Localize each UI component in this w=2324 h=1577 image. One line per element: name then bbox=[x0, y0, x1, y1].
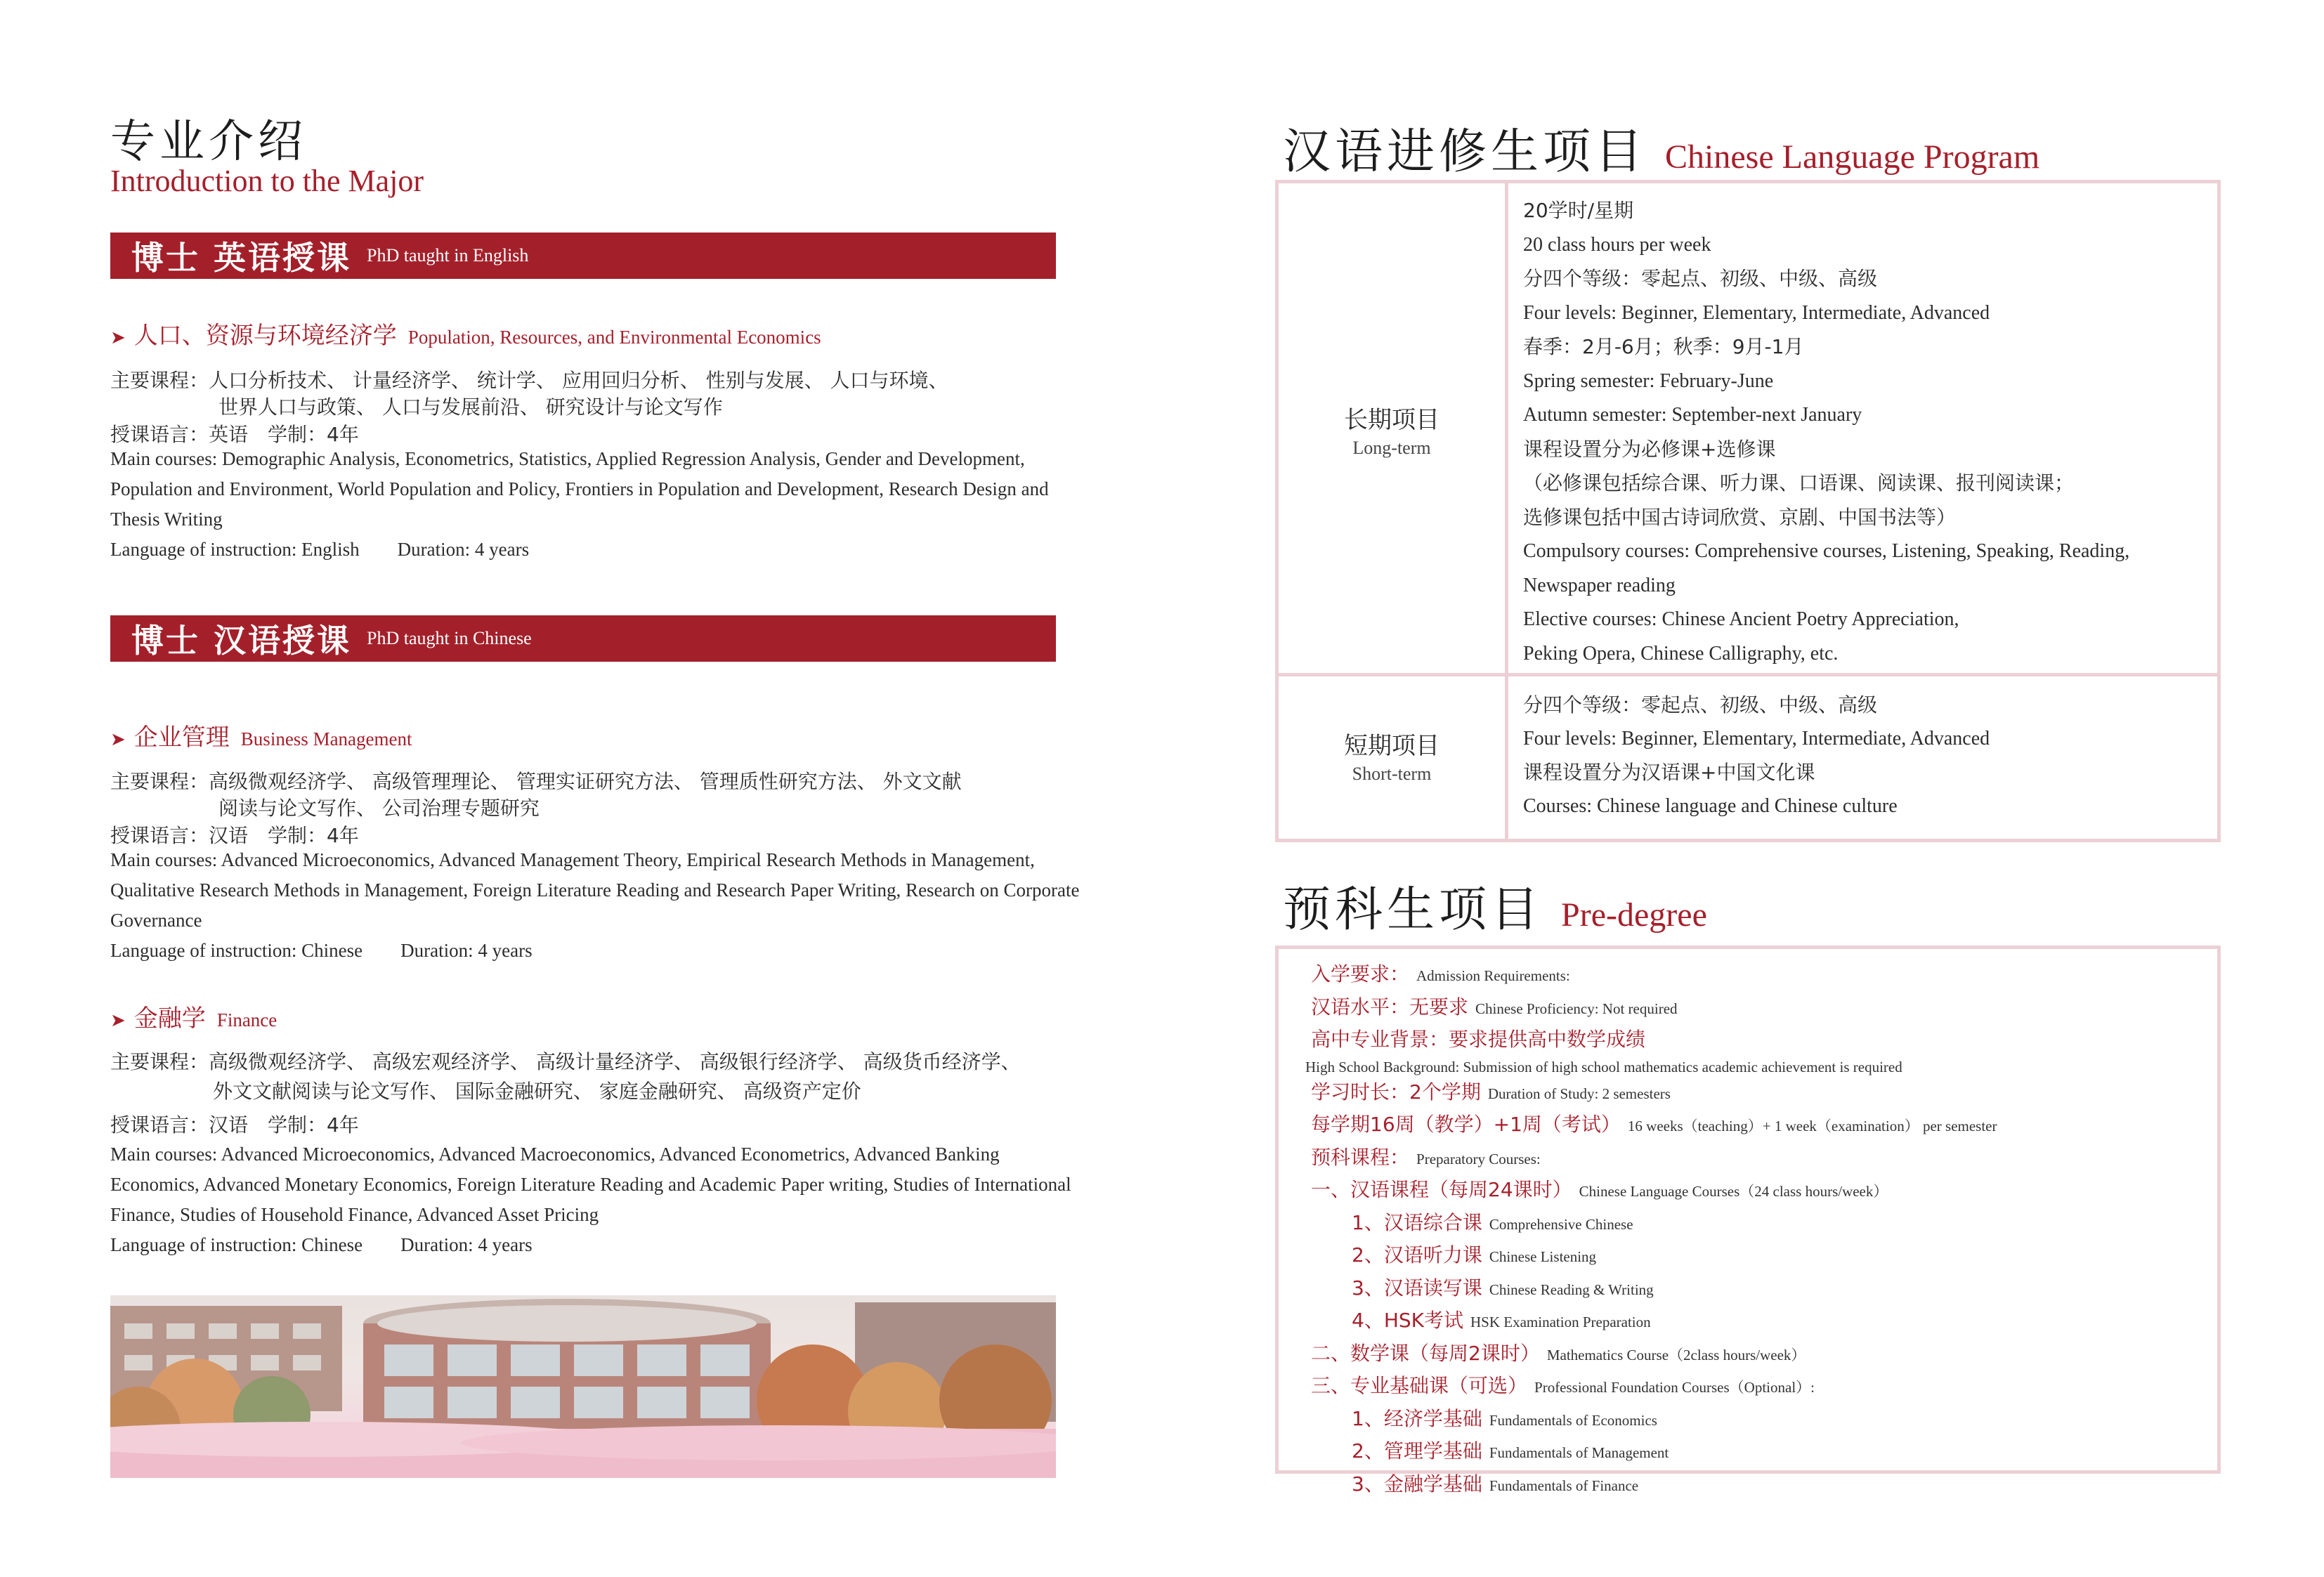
detail-line: Newspaper reading bbox=[1523, 574, 1676, 596]
detail-line: （必修课包括综合课、听力课、口语课、阅读课、报刊阅读课； bbox=[1523, 471, 2075, 495]
detail-line: 分四个等级：零起点、初级、中级、高级 bbox=[1523, 267, 1878, 290]
predegree-line bbox=[1311, 1078, 1997, 1111]
detail-line: 课程设置分为必修课+选修课 bbox=[1523, 437, 1776, 461]
detail-line: Elective courses: Chinese Ancient Poetry Appreciation, bbox=[1523, 608, 1959, 630]
main-courses-en: Main courses: Advanced Microeconomics, Advanced Management Theory, Empirical Research Methods in Management, Qualitative Research Methods in Management, Foreign Literature Reading and Research Paper Writing, Research on Corporate Governance bbox=[110, 849, 1080, 931]
line-en: Duration of Study: 2 semesters bbox=[1487, 1085, 1671, 1102]
line-en: Fundamentals of Finance bbox=[1489, 1477, 1639, 1494]
long-term-label bbox=[1279, 400, 1505, 459]
courses-list-cont: 外文文献阅读与论文写作、 国际金融研究、 家庭金融研究、 高级资产定价 bbox=[213, 1080, 861, 1103]
line-cn: 1、经济学基础 bbox=[1352, 1406, 1482, 1430]
line-cn: 4、HSK考试 bbox=[1352, 1309, 1464, 1332]
courses-line bbox=[110, 766, 962, 794]
line-cn: 预科课程： bbox=[1311, 1145, 1410, 1169]
label-en: Long-term bbox=[1352, 438, 1431, 458]
line-cn: 每学期16周（教学）+1周（考试） bbox=[1311, 1113, 1621, 1136]
major-name-en: Business Management bbox=[240, 728, 412, 750]
phd-chinese-banner bbox=[110, 615, 1056, 662]
short-term-label bbox=[1279, 726, 1505, 785]
courses-label: 主要课程： bbox=[110, 1050, 209, 1073]
phd-english-banner bbox=[110, 233, 1056, 279]
detail-line: Autumn semester: September-next January bbox=[1523, 404, 1862, 426]
short-term-details bbox=[1523, 688, 1990, 823]
courses-list: 人口分析技术、 计量经济学、 统计学、 应用回归分析、 性别与发展、 人口与环境、 bbox=[209, 369, 948, 392]
predegree-title-en: Pre-degree bbox=[1561, 896, 1707, 934]
line-en: 16 weeks（teaching）+ 1 week（examination） per semester bbox=[1627, 1118, 1997, 1134]
predegree-line bbox=[1311, 1371, 1997, 1404]
detail-line: Spring semester: February-June bbox=[1523, 369, 1774, 392]
courses-label: 主要课程： bbox=[110, 369, 209, 392]
table-divider bbox=[1275, 673, 2221, 676]
line-en: Fundamentals of Economics bbox=[1489, 1411, 1657, 1429]
courses-list-cont: 世界人口与政策、 人口与发展前沿、 研究设计与论文写作 bbox=[218, 395, 723, 419]
instruction-en: Language of instruction: Chinese Duration: 4 years bbox=[110, 1234, 533, 1255]
predegree-line bbox=[1305, 1058, 1997, 1078]
clp-heading bbox=[1283, 114, 2039, 182]
courses-label: 主要课程： bbox=[110, 770, 209, 793]
line-cn: 一、汉语课程（每周24课时） bbox=[1311, 1178, 1572, 1201]
major-name-cn: 金融学 bbox=[133, 1005, 206, 1033]
major-heading-finance bbox=[110, 999, 277, 1033]
predegree-details bbox=[1305, 960, 1997, 1502]
courses-list: 高级微观经济学、 高级管理理论、 管理实证研究方法、 管理质性研究方法、 外文文献 bbox=[209, 770, 962, 793]
banner-title-cn: 博士 英语授课 bbox=[131, 239, 352, 277]
predegree-line bbox=[1311, 1404, 1997, 1437]
major-name-en: Finance bbox=[216, 1009, 278, 1030]
detail-line: 20学时/星期 bbox=[1523, 199, 1634, 222]
detail-line: 课程设置分为汉语课+中国文化课 bbox=[1523, 761, 1815, 784]
line-en: Admission Requirements: bbox=[1416, 967, 1570, 984]
line-en: Fundamentals of Management bbox=[1489, 1444, 1669, 1461]
line-cn: 1、汉语综合课 bbox=[1352, 1210, 1482, 1234]
line-cn: 三、专业基础课（可选） bbox=[1311, 1374, 1528, 1397]
predegree-title-cn: 预科生项目 bbox=[1283, 882, 1543, 938]
instruction-en: Language of instruction: Chinese Duration: 4 years bbox=[110, 940, 533, 961]
predegree-line bbox=[1311, 1241, 1997, 1274]
instruction-en: Language of instruction: English Duration: 4 years bbox=[110, 539, 530, 560]
major-heading-population bbox=[110, 316, 821, 351]
instruction-cn: 授课语言：英语 学制：4年 bbox=[110, 423, 359, 446]
major-name-cn: 人口、资源与环境经济学 bbox=[133, 322, 397, 350]
banner-title-en: PhD taught in English bbox=[367, 245, 529, 266]
main-courses-en: Main courses: Advanced Microeconomics, Advanced Macroeconomics, Advanced Econometrics, Advanced Banking Economics, Advanced Monetary Economics, Foreign Literature Reading and Academic Paper writing, Studies of International Finance, Studies of Household Finance, Advanced Asset Pricing bbox=[110, 1144, 1071, 1225]
long-term-details bbox=[1523, 194, 2129, 671]
campus-building-illustration bbox=[110, 1295, 1056, 1478]
predegree-line bbox=[1311, 1274, 1997, 1307]
predegree-line bbox=[1311, 993, 1997, 1026]
detail-line: Courses: Chinese language and Chinese culture bbox=[1523, 795, 1898, 817]
predegree-line bbox=[1311, 960, 1997, 993]
line-en: Comprehensive Chinese bbox=[1489, 1215, 1633, 1233]
banner-title-en: PhD taught in Chinese bbox=[367, 628, 532, 648]
line-cn: 入学要求： bbox=[1311, 962, 1410, 986]
line-en: HSK Examination Preparation bbox=[1470, 1314, 1651, 1330]
detail-line: 20 class hours per week bbox=[1523, 233, 1711, 256]
campus-photo bbox=[110, 1295, 1056, 1478]
line-en: Preparatory Courses: bbox=[1416, 1150, 1541, 1167]
courses-list: 高级微观经济学、 高级宏观经济学、 高级计量经济学、 高级银行经济学、 高级货币经济学、 bbox=[209, 1050, 1021, 1073]
detail-line: Four levels: Beginner, Elementary, Intermediate, Advanced bbox=[1523, 301, 1990, 324]
detail-line: Four levels: Beginner, Elementary, Intermediate, Advanced bbox=[1523, 728, 1990, 750]
page-subtitle: Introduction to the Major bbox=[110, 164, 424, 198]
predegree-line bbox=[1311, 1306, 1997, 1339]
chevron-right-icon: ➤ bbox=[110, 327, 126, 348]
clp-title-cn: 汉语进修生项目 bbox=[1283, 124, 1647, 180]
line-en: Chinese Proficiency: Not required bbox=[1475, 1000, 1678, 1017]
banner-title-cn: 博士 汉语授课 bbox=[131, 622, 352, 660]
major-name-cn: 企业管理 bbox=[133, 724, 230, 752]
detail-line: 选修课包括中国古诗词欣赏、京剧、中国书法等） bbox=[1523, 505, 1957, 529]
line-en: Chinese Language Courses（24 class hours/week） bbox=[1579, 1183, 1888, 1200]
clp-title-en: Chinese Language Program bbox=[1665, 138, 2040, 176]
predegree-line bbox=[1311, 1339, 1997, 1372]
line-cn: 2、汉语听力课 bbox=[1352, 1243, 1482, 1267]
predegree-line bbox=[1311, 1470, 1997, 1503]
line-en: Chinese Reading & Writing bbox=[1489, 1281, 1654, 1298]
major-heading-business bbox=[110, 718, 412, 752]
line-cn: 学习时长：2个学期 bbox=[1311, 1080, 1481, 1104]
line-en: Chinese Listening bbox=[1489, 1248, 1597, 1265]
courses-line bbox=[110, 365, 948, 393]
predegree-line bbox=[1311, 1437, 1997, 1470]
line-en: Mathematics Course（2class hours/week） bbox=[1546, 1346, 1806, 1363]
predegree-line bbox=[1311, 1110, 1997, 1143]
main-courses-en: Main courses: Demographic Analysis, Econometrics, Statistics, Applied Regression Analysis, Gender and Development, Population and Environment, World Population and Policy, Frontiers in Population and Development, Research Design and Thesis Writing bbox=[110, 448, 1049, 530]
line-cn: 2、管理学基础 bbox=[1352, 1439, 1482, 1463]
detail-line: 分四个等级：零起点、初级、中级、高级 bbox=[1523, 693, 1878, 716]
line-en: High School Background: Submission of high school mathematics academic achievement is required bbox=[1305, 1058, 1902, 1075]
label-en: Short-term bbox=[1352, 764, 1432, 784]
courses-line bbox=[110, 1047, 1021, 1075]
chevron-right-icon: ➤ bbox=[110, 729, 126, 750]
table-divider bbox=[1505, 180, 1508, 842]
chevron-right-icon: ➤ bbox=[110, 1010, 126, 1031]
instruction-cn: 授课语言：汉语 学制：4年 bbox=[110, 824, 359, 847]
line-cn: 3、汉语读写课 bbox=[1352, 1276, 1482, 1300]
detail-line: 春季：2月-6月；秋季：9月-1月 bbox=[1523, 335, 1804, 358]
line-cn: 高中专业背景：要求提供高中数学成绩 bbox=[1311, 1028, 1646, 1051]
line-cn: 3、金融学基础 bbox=[1352, 1472, 1482, 1496]
predegree-line bbox=[1311, 1208, 1997, 1241]
label-cn: 长期项目 bbox=[1344, 406, 1440, 434]
detail-line: Compulsory courses: Comprehensive courses, Listening, Speaking, Reading, bbox=[1523, 540, 2130, 562]
predegree-heading bbox=[1283, 872, 1707, 940]
predegree-line bbox=[1311, 1175, 1997, 1208]
predegree-line bbox=[1311, 1143, 1997, 1176]
courses-list-cont: 阅读与论文写作、 公司治理专题研究 bbox=[218, 797, 540, 820]
line-cn: 二、数学课（每周2课时） bbox=[1311, 1341, 1540, 1365]
instruction-cn: 授课语言：汉语 学制：4年 bbox=[110, 1113, 359, 1137]
page-title: 专业介绍 bbox=[110, 116, 307, 168]
predegree-line bbox=[1311, 1025, 1997, 1058]
line-cn: 汉语水平：无要求 bbox=[1311, 995, 1469, 1019]
label-cn: 短期项目 bbox=[1344, 732, 1440, 760]
line-en: Professional Foundation Courses（Optional）: bbox=[1534, 1379, 1815, 1396]
major-name-en: Population, Resources, and Environmental Economics bbox=[407, 327, 821, 348]
detail-line: Peking Opera, Chinese Calligraphy, etc. bbox=[1523, 642, 1839, 665]
